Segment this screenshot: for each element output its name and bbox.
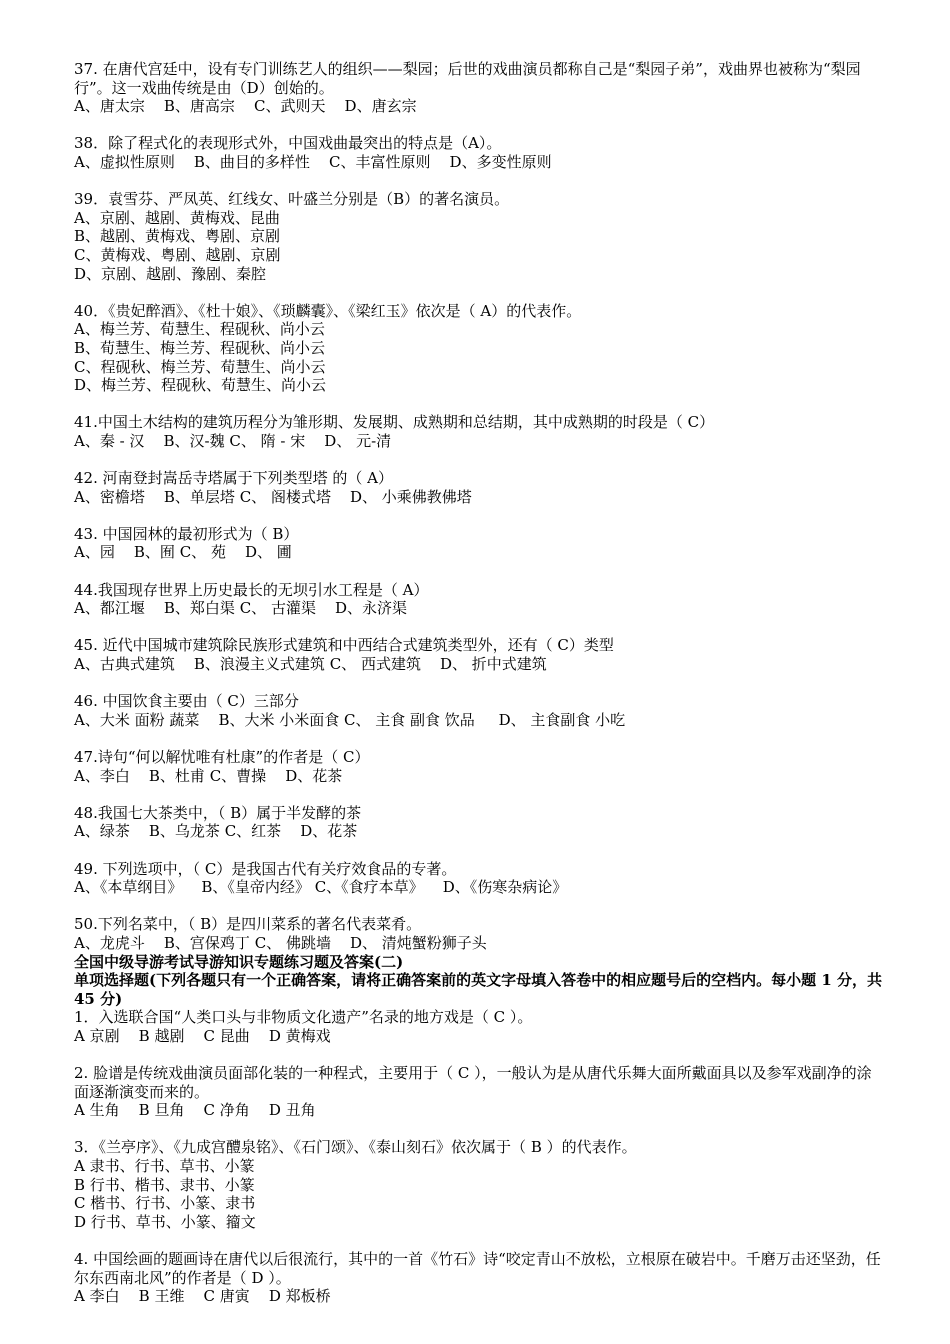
answer-options: D、梅兰芳、程砚秋、荀慧生、尚小云	[74, 376, 327, 395]
question-item	[74, 60, 884, 116]
question-item	[74, 1064, 884, 1120]
answer-options: A、绿茶 B、乌龙茶 C、红茶 D、花茶	[74, 822, 358, 841]
answer-options: A、唐太宗 B、唐高宗 C、武则天 D、唐玄宗	[74, 97, 417, 116]
section-title: 全国中级导游考试导游知识专题练习题及答案(二)	[74, 952, 404, 971]
question-item	[74, 1138, 884, 1231]
answer-options: A、龙虎斗 B、宫保鸡丁 C、 佛跳墙 D、 清炖蟹粉狮子头	[74, 933, 487, 952]
question-item	[74, 1250, 884, 1306]
answer-options: A 生角 B 旦角 C 净角 D 丑角	[74, 1101, 316, 1120]
question-text: 4. 中国绘画的题画诗在唐代以后很流行，其中的一首《竹石》诗“咬定青山不放松，立根原在破岩中。千磨万击还坚劲，任尔东西南北风”的作者是（ D ）。	[74, 1250, 881, 1287]
question-item	[74, 581, 884, 618]
question-text: 38．除了程式化的表现形式外，中国戏曲最突出的特点是（A）。	[74, 134, 502, 153]
question-item	[74, 134, 884, 171]
answer-options: A 京剧 B 越剧 C 昆曲 D 黄梅戏	[74, 1026, 331, 1045]
answer-options: A、都江堰 B、郑白渠 C、 古灌渠 D、永济渠	[74, 599, 408, 618]
answer-options: C 楷书、行书、小篆、隶书	[74, 1194, 256, 1213]
answer-options: A、李白 B、杜甫 C、曹操 D、花茶	[74, 766, 343, 785]
question-item	[74, 804, 884, 841]
question-text: 47.诗句“何以解忧唯有杜康”的作者是（ C）	[74, 747, 370, 766]
question-item	[74, 748, 884, 785]
document-page	[74, 60, 884, 1324]
question-text: 2. 脸谱是传统戏曲演员面部化装的一种程式，主要用于（ C ），一般认为是从唐代乐舞大面所戴面具以及参军戏副净的涂面逐渐演变而来的。	[74, 1064, 872, 1101]
question-item	[74, 525, 884, 562]
section-description: 单项选择题(下列各题只有一个正确答案，请将正确答案前的英文字母填入答卷中的相应题号后的空档内。每小题 1 分，共 45 分)	[74, 971, 882, 1008]
question-text: 43. 中国园林的最初形式为（ B）	[74, 524, 299, 543]
answer-options: B、荀慧生、梅兰芳、程砚秋、尚小云	[74, 338, 326, 357]
answer-options: C、程砚秋、梅兰芳、荀慧生、尚小云	[74, 357, 326, 376]
question-item	[74, 190, 884, 283]
question-text: 46. 中国饮食主要由（ C）三部分	[74, 692, 299, 711]
answer-options: A、古典式建筑 B、浪漫主义式建筑 C、 西式建筑 D、 折中式建筑	[74, 655, 547, 673]
question-text: 39．袁雪芬、严凤英、红线女、叶盛兰分别是（B）的著名演员。	[74, 190, 510, 209]
question-item	[74, 469, 884, 506]
answer-options: A、秦 - 汉 B、汉-魏 C、 隋 - 宋 D、 元-清	[74, 431, 392, 450]
question-item	[74, 915, 884, 952]
answer-options: D 行书、草书、小篆、籀文	[74, 1212, 256, 1231]
question-text: 49. 下列选项中，（ C）是我国古代有关疗效食品的专著。	[74, 859, 457, 878]
answer-options: C、黄梅戏、粤剧、越剧、京剧	[74, 245, 281, 264]
answer-options: B 行书、楷书、隶书、小篆	[74, 1175, 255, 1194]
question-text: 42. 河南登封嵩岳寺塔属于下列类型塔 的（ A）	[74, 469, 393, 488]
answer-options: A、京剧、越剧、黄梅戏、昆曲	[74, 208, 280, 227]
answer-options: A、大米 面粉 蔬菜 B、大米 小米面食 C、 主食 副食 饮品 D、 主食副食 小吃	[74, 710, 626, 729]
questions-part2	[74, 1008, 884, 1306]
answer-options: A、密檐塔 B、单层塔 C、 阁楼式塔 D、 小乘佛教佛塔	[74, 487, 472, 506]
question-text: 37. 在唐代宫廷中，设有专门训练艺人的组织——梨园；后世的戏曲演员都称自己是“梨园子弟”，戏曲界也被称为“梨园行”。这一戏曲传统是由（D）创始的。	[74, 60, 861, 97]
question-text: 45. 近代中国城市建筑除民族形式建筑和中西结合式建筑类型外，还有（ C）类型	[74, 636, 614, 655]
questions-part1	[74, 60, 884, 953]
question-item	[74, 860, 884, 897]
answer-options: D、京剧、越剧、豫剧、秦腔	[74, 264, 267, 283]
question-text: 40．《贵妃醉酒》、《杜十娘》、《琐麟囊》、《梁红玉》依次是（ A）的代表作。	[74, 301, 582, 320]
answer-options: A、园 B、囿 C、 苑 D、 圃	[74, 543, 292, 562]
answer-options: A、梅兰芳、荀慧生、程砚秋、尚小云	[74, 320, 325, 339]
answer-options: A、《本草纲目》 B、《皇帝内经》 C、《食疗本草》 D、《伤寒杂病论》	[74, 878, 568, 897]
question-item	[74, 302, 884, 395]
question-text: 44.我国现存世界上历史最长的无坝引水工程是（ A）	[74, 580, 429, 599]
answer-options: A 李白 B 王维 C 唐寅 D 郑板桥	[74, 1287, 331, 1306]
answer-options: B、越剧、黄梅戏、粤剧、京剧	[74, 227, 281, 246]
question-text: 41.中国土木结构的建筑历程分为雏形期、发展期、成熟期和总结期，其中成熟期的时段是（ C）	[74, 413, 715, 432]
question-text: 3．《兰亭序》、《九成宫醴泉铭》、《石门颂》、《泰山刻石》依次属于（ B ）的代表作。	[74, 1138, 637, 1157]
answer-options: A、虚拟性原则 B、曲目的多样性 C、丰富性原则 D、多变性原则	[74, 152, 552, 171]
question-item	[74, 692, 884, 729]
answer-options: A 隶书、行书、草书、小篆	[74, 1157, 255, 1176]
question-item	[74, 1008, 884, 1045]
question-text: 50.下列名菜中，（ B）是四川菜系的著名代表菜肴。	[74, 915, 422, 934]
question-item	[74, 413, 884, 450]
question-text: 1．入选联合国“人类口头与非物质文化遗产”名录的地方戏是（ C ）。	[74, 1008, 533, 1027]
question-text: 48.我国七大茶类中，（ B）属于半发酵的茶	[74, 803, 362, 822]
question-item	[74, 636, 884, 673]
